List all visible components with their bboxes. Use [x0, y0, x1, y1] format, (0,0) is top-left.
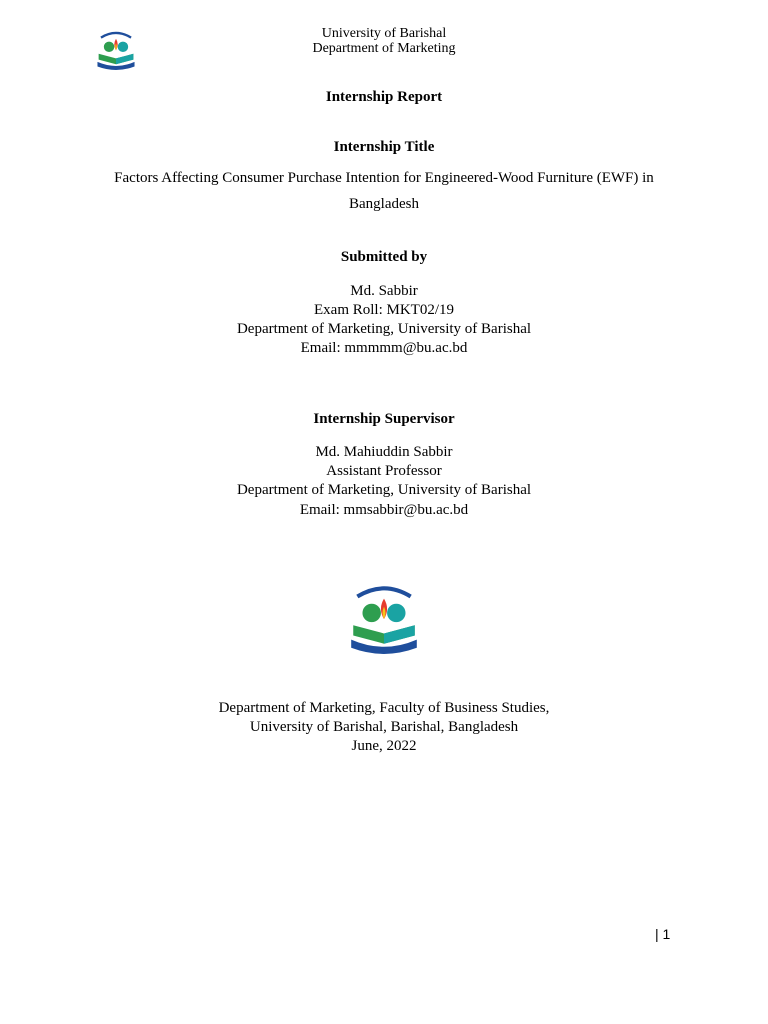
internship-title-heading: Internship Title	[333, 139, 435, 155]
supervisor-department: Department of Marketing, University of Barishal	[236, 482, 532, 498]
supervisor-email: Email: mmsabbir@bu.ac.bd	[299, 502, 469, 518]
header-university: University of Barishal	[321, 26, 447, 41]
supervisor-designation: Assistant Professor	[326, 463, 442, 479]
footer-faculty: Department of Marketing, Faculty of Business Studies,	[218, 700, 550, 716]
center-university-seal-icon	[343, 576, 425, 654]
footer-date: June, 2022	[351, 738, 417, 754]
student-email: Email: mmmmm@bu.ac.bd	[300, 340, 468, 356]
header-department: Department of Marketing	[312, 41, 456, 56]
supervisor-name: Md. Mahiuddin Sabbir	[315, 444, 453, 460]
student-exam-roll: Exam Roll: MKT02/19	[314, 302, 454, 318]
student-name: Md. Sabbir	[350, 283, 418, 299]
student-department: Department of Marketing, University of Barishal	[236, 321, 532, 337]
supervisor-heading: Internship Supervisor	[313, 411, 455, 427]
internship-title-line1: Factors Affecting Consumer Purchase Intention for Engineered-Wood Furniture (EWF) in	[114, 170, 654, 186]
report-label: Internship Report	[325, 89, 443, 105]
submitted-by-heading: Submitted by	[340, 249, 428, 265]
page-number: | 1	[655, 926, 671, 942]
footer-university-address: University of Barishal, Barishal, Bangladesh	[249, 719, 519, 735]
internship-title-line2: Bangladesh	[349, 196, 419, 212]
